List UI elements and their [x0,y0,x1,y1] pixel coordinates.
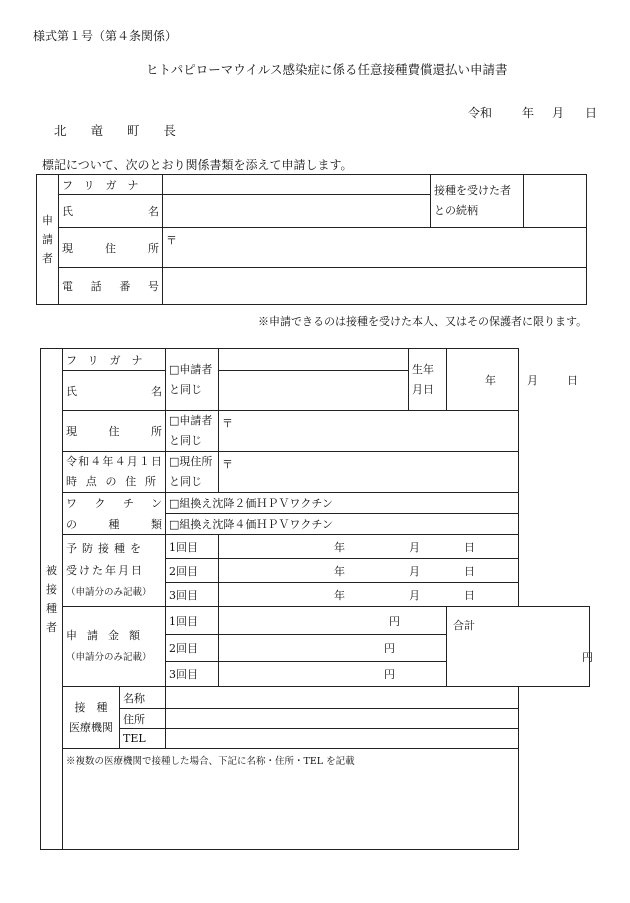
multi-clinic-note: ※複数の医療機関で接種した場合、下記に名称・住所・TEL を記載 [66,756,355,767]
date-month-label: 月 [552,106,565,120]
recipient-name-label: 氏名 [63,371,166,411]
dose-1-label: 1回目 [166,535,219,559]
form-number: 様式第１号（第４条関係） [33,29,178,43]
clinic-label: 接 種 医療機関 [63,687,120,749]
dose-2-label: 2回目 [166,559,219,583]
applicant-furigana-field[interactable] [163,175,431,195]
applicant-table [36,174,587,305]
recipient-table [40,348,594,850]
applicant-note: ※申請できるのは接種を受けた本人、又はその保護者に限ります。 [258,315,588,328]
dose-2-date[interactable]: 年 月 日 [219,559,518,583]
clinic-address-field[interactable] [166,709,518,729]
recipient-furigana-field[interactable] [219,349,409,371]
date-era: 令和 [468,106,493,120]
same-as-current-checkbox[interactable]: □現住所 と同じ [166,452,219,493]
dose-1-date[interactable]: 年 月 日 [219,535,518,559]
amount-dose-2-label: 2回目 [166,635,219,662]
recipient-address-label: 現住所 [63,411,166,452]
relation-label: 接種を受けた者との続柄 [431,175,524,228]
multi-clinic-area[interactable] [63,749,519,850]
amount-dose-1-label: 1回目 [166,607,219,635]
applicant-furigana-label: フリガナ [59,175,163,195]
r4-address-label: 令和４年４月１日 時点の住所 [63,452,166,493]
recipient-furigana-label: フリガナ [63,349,166,371]
recipient-section-label: 被 接 種 者 [41,349,63,850]
birthdate-label: 生年 月日 [409,349,447,411]
form-title: ヒトパピローマウイルス感染症に係る任意接種費償還払い申請書 [146,62,508,77]
r4-address-field[interactable] [219,452,518,493]
applicant-phone-label: 電話番号 [59,268,163,305]
clinic-tel-label: TEL [120,729,166,749]
applicant-address-label: 現住所 [59,228,163,268]
postal-mark: 〒 [222,417,234,430]
amount-dose-1-field[interactable]: 円 [219,607,447,635]
vaccine-type-label-2: の種類 [63,514,166,535]
amount-dose-2-field[interactable]: 円 [219,635,447,662]
amount-dose-3-label: 3回目 [166,662,219,687]
amount-dose-3-field[interactable]: 円 [219,662,447,687]
recipient-address-field[interactable] [219,411,518,452]
clinic-name-label: 名称 [120,687,166,709]
birthdate-field[interactable]: 年 月 日 [447,349,518,411]
dose-3-label: 3回目 [166,583,219,607]
vaccination-date-label: 予防接種を 受けた年月日 （申請分のみ記載） [63,535,166,607]
total-label: 合計 [453,619,476,632]
applicant-phone-field[interactable] [163,268,587,305]
applicant-address-field[interactable] [163,228,587,268]
clinic-name-field[interactable] [166,687,518,709]
applicant-section-label: 申 請 者 [37,175,59,305]
applicant-name-field[interactable] [163,195,431,228]
date-year-label: 年 [522,106,535,120]
vaccine-option-bivalent[interactable]: □組換え沈降２価ＨＰＶワクチン [166,493,518,514]
vaccine-type-label-1: ワクチン [63,493,166,514]
postal-mark: 〒 [222,458,234,471]
addressee: 北 竜 町 長 [54,123,186,138]
intro-text: 標記について、次のとおり関係書類を添えて申請します。 [42,158,353,172]
dose-3-date[interactable]: 年 月 日 [219,583,518,607]
vaccine-option-quadrivalent[interactable]: □組換え沈降４価ＨＰＶワクチン [166,514,518,535]
amount-label: 申請金額 （申請分のみ記載） [63,607,166,687]
applicant-name-label: 氏名 [59,195,163,228]
address-same-checkbox[interactable]: □申請者 と同じ [166,411,219,452]
relation-field[interactable] [524,175,587,228]
recipient-name-field[interactable] [219,371,409,411]
postal-mark: 〒 [166,234,177,247]
clinic-address-label: 住所 [120,709,166,729]
amount-total-field[interactable]: 合計 円 [447,607,590,687]
clinic-tel-field[interactable] [166,729,518,749]
same-as-applicant-checkbox[interactable]: □申請者 と同じ [166,349,219,411]
date-day-label: 日 [585,106,598,120]
